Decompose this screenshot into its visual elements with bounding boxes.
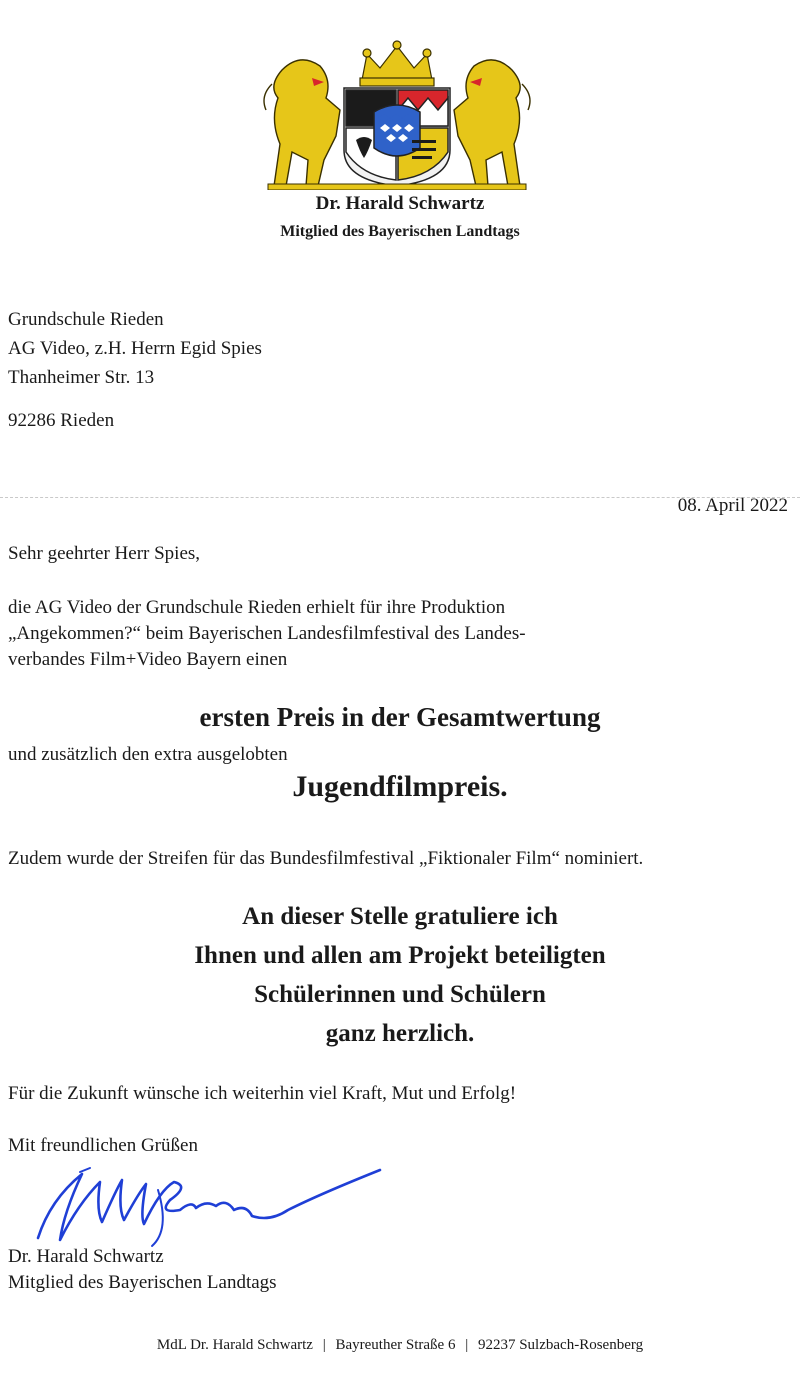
congratulations-line-4: ganz herzlich. [325, 1020, 475, 1047]
recipient-line-2: AG Video, z.H. Herrn Egid Spies [8, 338, 262, 359]
signoff-title: Mitglied des Bayerischen Landtags [8, 1272, 277, 1293]
footer-street: Bayreuther Straße 6 [335, 1337, 456, 1353]
award-headline-2: Jugendfilmpreis. [292, 770, 508, 803]
letterhead-title: Mitglied des Bayerischen Landtags [280, 223, 520, 240]
congratulations-line-3: Schülerinnen und Schülern [254, 981, 546, 1008]
greeting: Mit freundlichen Grüßen [8, 1135, 198, 1156]
signoff-name: Dr. Harald Schwartz [8, 1246, 164, 1267]
bavarian-coat-of-arms-icon [262, 40, 532, 190]
footer-sender: MdL Dr. Harald Schwartz [156, 1337, 313, 1353]
connector-text: und zusätzlich den extra ausgelobten [8, 744, 288, 765]
letter-date: 08. April 2022 [677, 495, 788, 516]
congratulations-line-2: Ihnen und allen am Projekt beteiligten [194, 942, 606, 969]
congratulations-line-1: An dieser Stelle gratuliere ich [242, 903, 558, 930]
footer-separator: | [322, 1337, 326, 1353]
letterhead-name: Dr. Harald Schwartz [315, 193, 485, 214]
paragraph-1-line-2: „Angekommen?“ beim Bayerischen Landesfilmfestival des Landes- [8, 623, 526, 644]
recipient-city: 92286 Rieden [8, 410, 115, 431]
recipient-line-3: Thanheimer Str. 13 [8, 367, 155, 388]
recipient-line-1: Grundschule Rieden [8, 309, 164, 330]
paragraph-1-line-3: verbandes Film+Video Bayern einen [8, 649, 288, 670]
salutation: Sehr geehrter Herr Spies, [8, 543, 201, 564]
footer-city: 92237 Sulzbach-Rosenberg [477, 1337, 644, 1353]
award-headline-1: ersten Preis in der Gesamtwertung [199, 702, 601, 732]
handwritten-signature-icon [20, 1160, 400, 1250]
letter-footer [0, 1337, 800, 1354]
footer-separator: | [465, 1337, 469, 1353]
nomination-text: Zudem wurde der Streifen für das Bundesfilmfestival „Fiktionaler Film“ nominiert. [8, 848, 644, 869]
congratulations-block [0, 897, 800, 1053]
closing-wish: Für die Zukunft wünsche ich weiterhin viel Kraft, Mut und Erfolg! [8, 1083, 517, 1104]
paragraph-1-line-1: die AG Video der Grundschule Rieden erhielt für ihre Produktion [8, 597, 506, 618]
